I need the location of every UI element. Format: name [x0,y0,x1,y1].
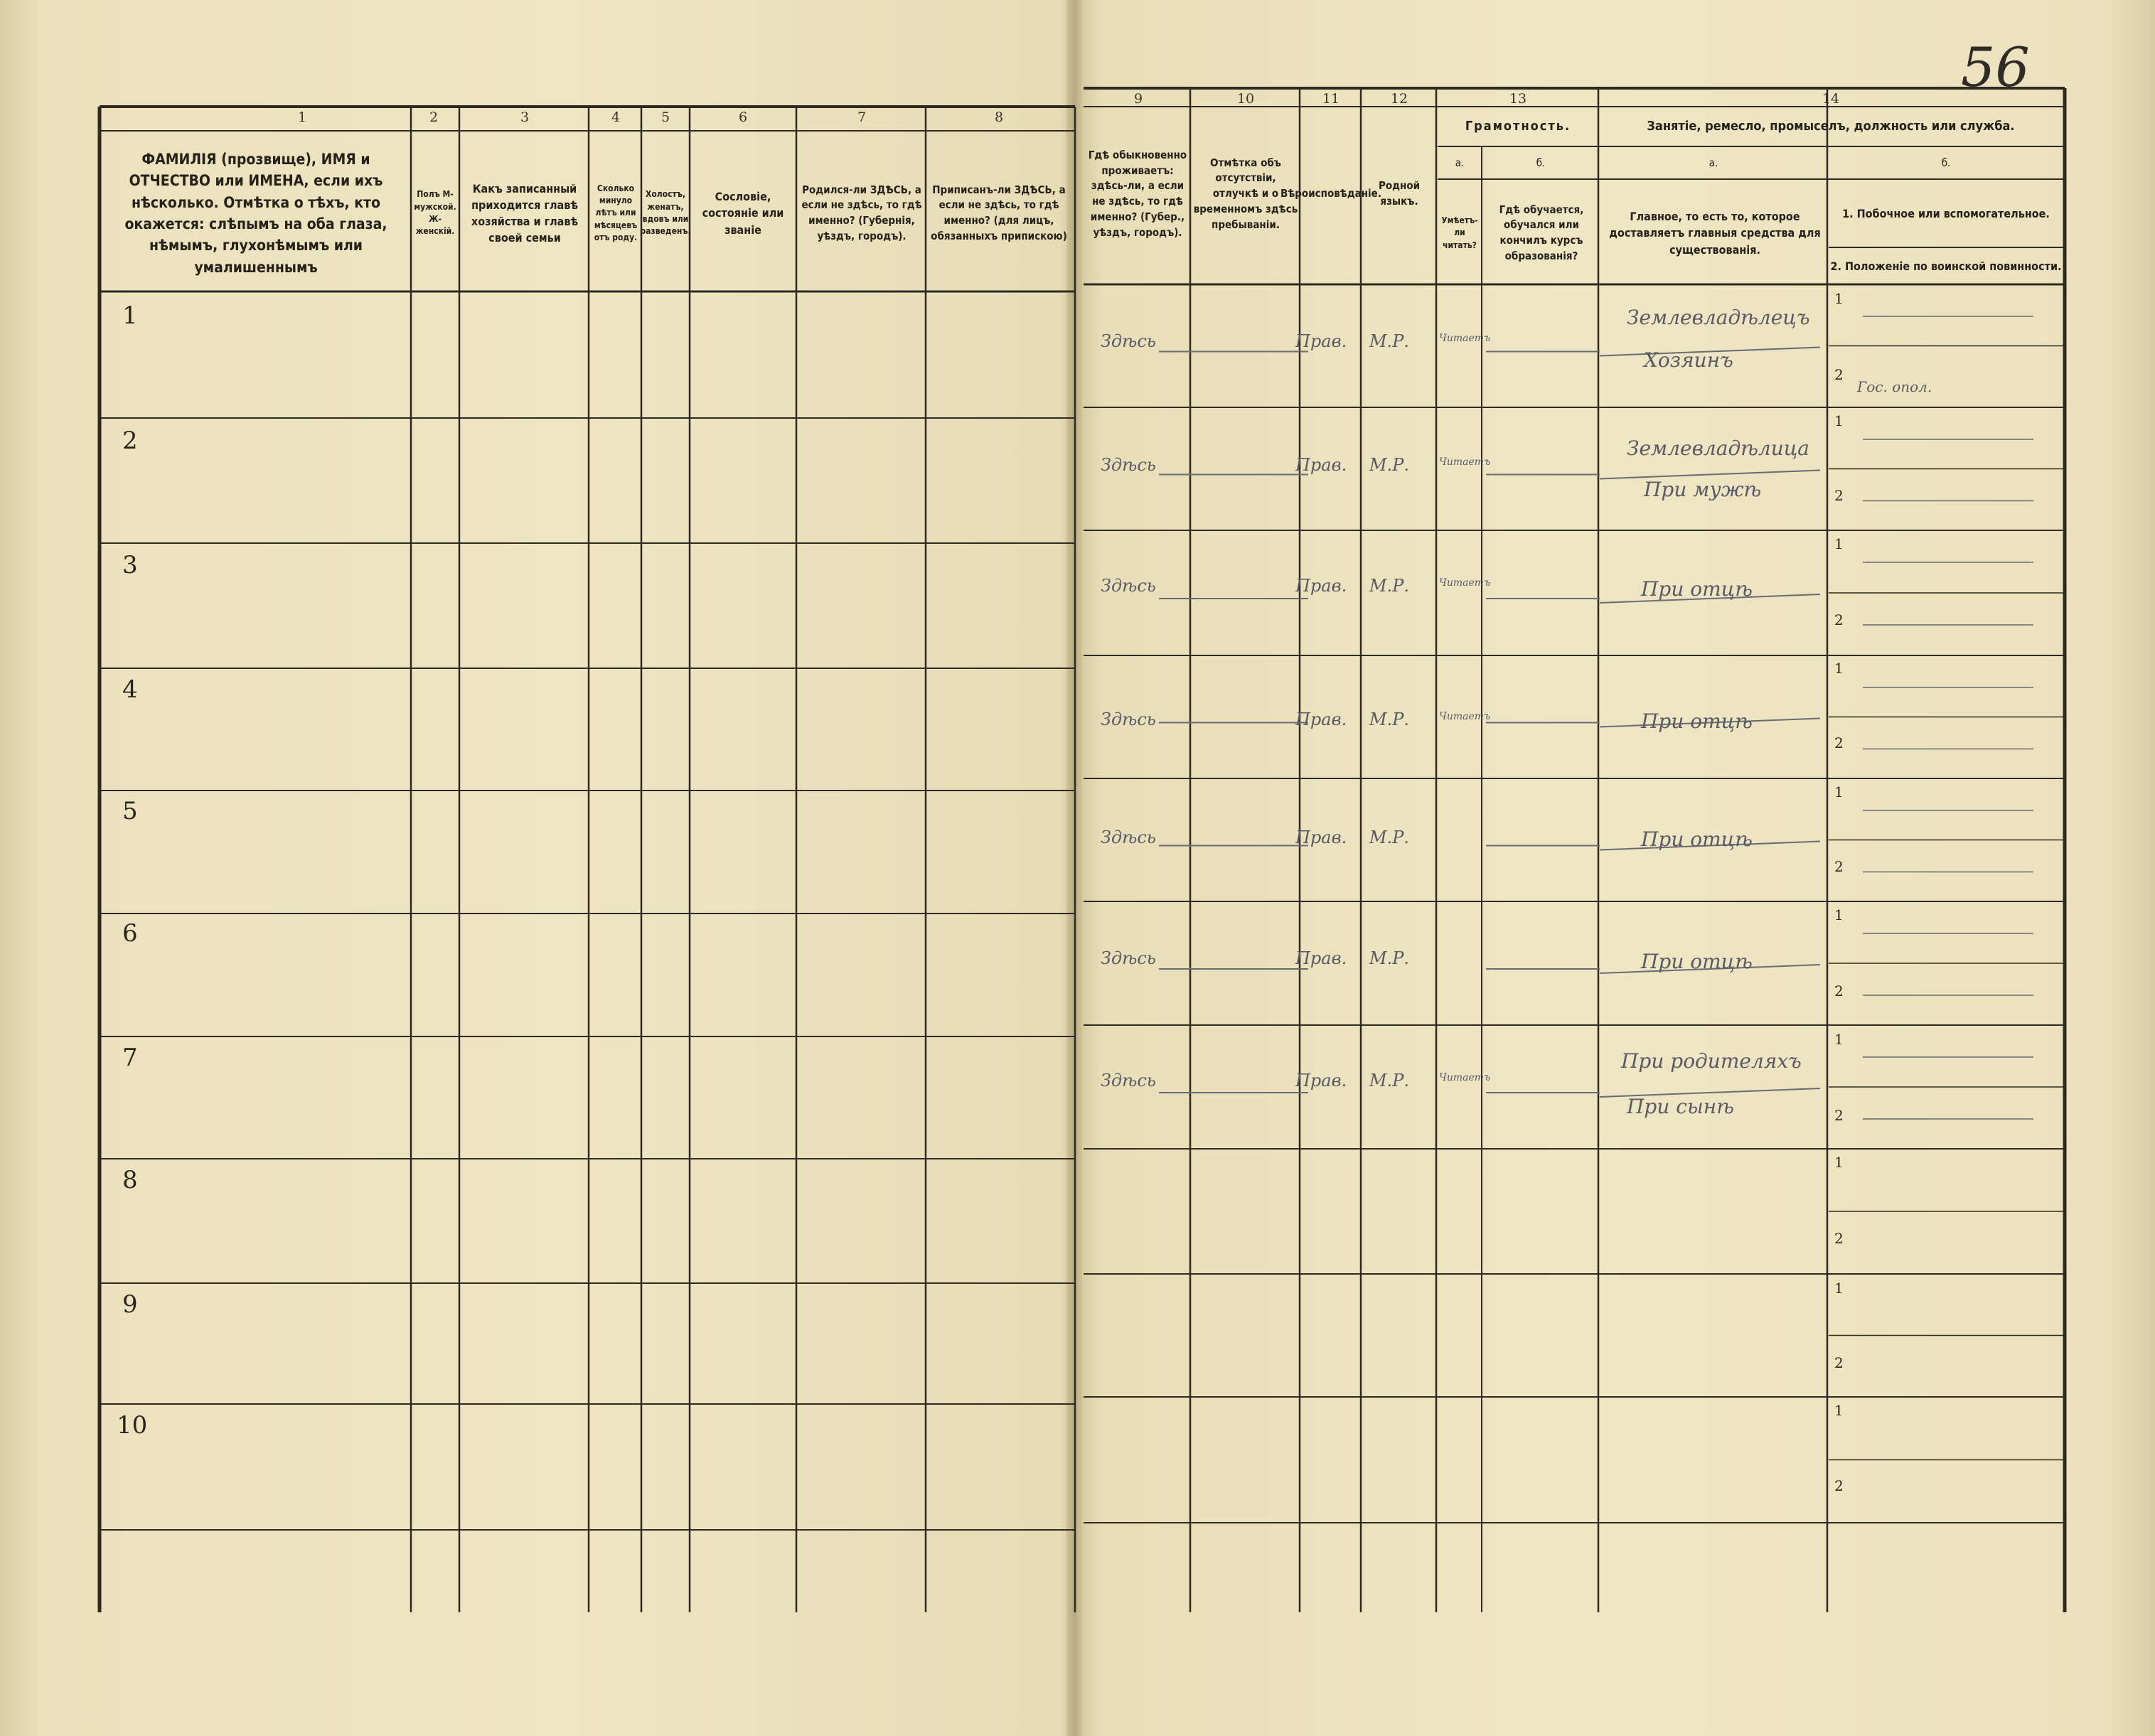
entry-literacy: Читаетъ [1439,711,1491,722]
row-number: 5 [122,797,138,825]
entry-residence: Здѣсь [1101,948,1156,968]
header-can-read: Умѣетъ-ли читать? [1441,215,1478,250]
row-number: 3 [122,551,138,579]
entry-residence: Здѣсь [1101,576,1156,596]
sub-row-label: 2 [1834,611,1844,628]
sub-row-label: 1 [1834,412,1844,429]
column-number-3: 3 [520,109,530,125]
header-sex: Полъ М-мужской. Ж-женскій. [414,189,456,237]
entry-residence: Здѣсь [1101,455,1156,475]
sub-row-label: 1 [1834,906,1844,923]
header-birthplace: Родился-ли ЗДѢСЬ, а если не здѣсь, то гдѣ именно? (Губернія, уѣздъ, городъ). [801,183,922,242]
entry-residence: Здѣсь [1101,331,1156,351]
header-relation: Какъ записанный приходится главѣ хозяйства и главѣ своей семьи [471,181,579,245]
entry-main-occupation: При отцѣ [1641,709,1753,733]
sub-row-label: 1 [1834,1280,1844,1297]
row-number: 9 [122,1290,138,1319]
header-estate: Сословіе, состояніе или званіе [702,190,784,237]
column-number-10: 10 [1236,91,1255,107]
header-marital: Холостъ, женатъ, вдовъ или разведенъ. [640,189,691,237]
header-main-occupation: Главное, то есть то, которое доставляетъ главныя средства для существованія. [1609,210,1821,257]
header-occupation: Занятіе, ремесло, промыселъ, должность или служба. [1647,118,2015,134]
sub-row-label: 1 [1834,1154,1844,1171]
entry-literacy: Читаетъ [1439,333,1491,344]
entry-language: М.Р. [1369,709,1409,729]
column-number-14: 14 [1822,91,1840,107]
sub-row-label: 2 [1834,366,1844,383]
row-number: 2 [122,427,138,455]
header-registration: Приписанъ-ли ЗДѢСЬ, а если не здѣсь, то гдѣ именно? (для лицъ, обязанныхъ припискою) [931,183,1067,242]
entry-religion: Прав. [1295,1071,1347,1091]
entry-religion: Прав. [1295,576,1347,596]
row-number: 4 [122,675,138,704]
column-number-5: 5 [661,109,670,125]
entry-language: М.Р. [1369,827,1409,847]
entry-language: М.Р. [1369,331,1409,351]
column-number-2: 2 [429,109,439,125]
entry-main-occupation: При отцѣ [1641,950,1753,973]
entry-religion: Прав. [1295,331,1347,351]
entry-language: М.Р. [1369,1071,1409,1091]
sub-row-label: 2 [1834,1107,1844,1124]
entry-language: М.Р. [1369,455,1409,475]
header-religion: Вѣроисповѣданіе. [1280,187,1381,200]
entry-religion: Прав. [1295,948,1347,968]
entry-residence: Здѣсь [1101,709,1156,729]
entry-literacy: Читаетъ [1439,577,1491,589]
header-literacy-b-label: б. [1536,156,1546,170]
header-occupation-a-label: а. [1709,156,1718,170]
entry-main-occupation: Землевладѣлица [1627,436,1809,460]
sub-row-label: 2 [1834,982,1844,1000]
header-age: Сколько минуло лѣтъ или мѣсяцевъ отъ роду. [594,183,638,243]
header-military-status: 2. Положеніе по воинской повинности. [1830,259,2062,274]
entry-main-occupation: При отцѣ [1641,577,1753,601]
column-number-4: 4 [611,109,621,125]
entry-main-occupation-2: При сынѣ [1627,1095,1734,1118]
sub-row-label: 1 [1834,1031,1844,1048]
header-name: ФАМИЛІЯ (прозвище), ИМЯ и ОТЧЕСТВО или ИМЕНА, если ихъ нѣсколько. Отмѣтка о тѣхъ, кто окажется: слѣпымъ на оба глаза, нѣмымъ, глухонѣмымъ или умалишеннымъ [124,150,387,276]
header-literacy: Грамотность. [1465,118,1571,134]
entry-religion: Прав. [1295,827,1347,847]
column-number-1: 1 [297,109,307,125]
sub-row-label: 2 [1834,734,1844,751]
entry-language: М.Р. [1369,948,1409,968]
column-number-6: 6 [738,109,748,125]
entry-main-occupation: При отцѣ [1641,827,1753,851]
entry-residence: Здѣсь [1101,827,1156,847]
row-number: 10 [117,1411,148,1440]
row-number: 8 [122,1166,138,1194]
entry-residence: Здѣсь [1101,1071,1156,1091]
entry-main-occupation: При родителяхъ [1621,1049,1802,1073]
entry-main-occupation-2: Хозяинъ [1644,348,1733,372]
header-education: Гдѣ обучается, обучался или кончилъ курсъ образованія? [1499,203,1584,262]
sub-row-label: 1 [1834,290,1844,307]
sub-row-label: 2 [1834,1477,1844,1494]
entry-religion: Прав. [1295,455,1347,475]
header-occupation-b-label: б. [1941,156,1951,170]
header-residence: Гдѣ обыкновенно проживаетъ: здѣсь-ли, а если не здѣсь, то гдѣ именно? (Губер., уѣздъ, городъ). [1088,148,1187,239]
sub-row-label: 2 [1834,487,1844,504]
sub-row-label: 2 [1834,1230,1844,1247]
column-number-9: 9 [1133,91,1143,107]
entry-main-occupation-2: При мужѣ [1644,478,1762,501]
entry-military-status: Гос. опол. [1857,378,1932,395]
sub-row-label: 1 [1834,660,1844,677]
column-number-13: 13 [1509,91,1527,107]
header-secondary-occupation: 1. Побочное или вспомогательное. [1842,207,2050,221]
page-number: 56 [1961,36,2030,99]
entry-religion: Прав. [1295,709,1347,729]
entry-main-occupation: Землевладѣлецъ [1627,306,1810,329]
entry-language: М.Р. [1369,576,1409,596]
header-native-language: Родной языкъ. [1378,179,1421,208]
header-absence: Отмѣтка объ отсутствіи, отлучкѣ и о временномъ здѣсь пребываніи. [1193,156,1298,231]
column-number-12: 12 [1390,91,1408,107]
sub-row-label: 2 [1834,1354,1844,1371]
sub-row-label: 1 [1834,1402,1844,1419]
column-number-11: 11 [1322,91,1340,107]
entry-literacy: Читаетъ [1439,1072,1491,1083]
row-number: 7 [122,1044,138,1072]
header-literacy-a-label: а. [1455,156,1465,170]
entry-literacy: Читаетъ [1439,456,1491,468]
column-number-7: 7 [857,109,867,125]
sub-row-label: 1 [1834,535,1844,552]
sub-row-label: 2 [1834,858,1844,875]
sub-row-label: 1 [1834,783,1844,800]
row-number: 6 [122,919,138,948]
row-number: 1 [122,301,138,330]
column-number-8: 8 [994,109,1004,125]
